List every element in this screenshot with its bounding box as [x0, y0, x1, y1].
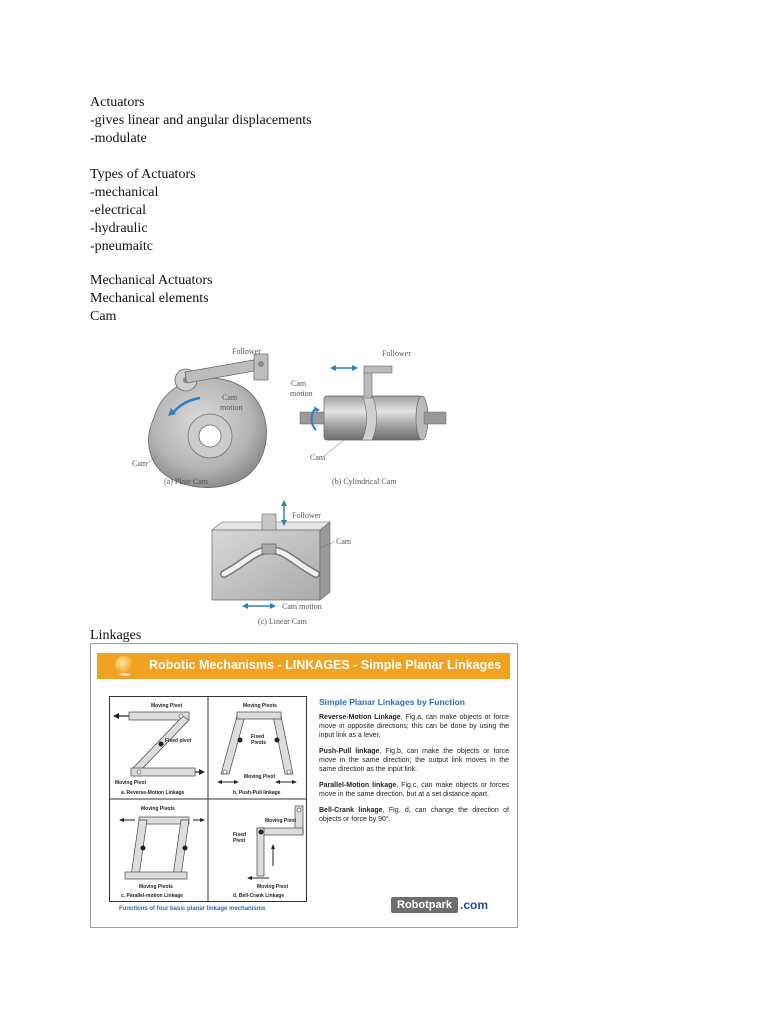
cam-diagram — [124, 338, 454, 630]
mechanical-section — [90, 272, 212, 326]
caption-plate-cam: (a) Plate Cam — [164, 477, 208, 486]
label-moving-pivot: Moving Pivot — [244, 774, 276, 780]
label-moving-pivots: Moving Pivots — [243, 703, 277, 709]
label-moving-pivots: Moving Pivots — [141, 806, 175, 812]
types-line: -mechanical — [90, 185, 159, 200]
label-moving-pivot: Moving Pivot — [115, 780, 147, 786]
label-pivots: Pivots — [251, 740, 267, 746]
label-cam-motion-b-1: Cam — [291, 379, 307, 388]
orb-shadow — [119, 673, 131, 676]
linkage-name: Bell-Crank linkage — [319, 807, 383, 814]
linkage-item — [319, 806, 509, 824]
label-cam-c: Cam — [336, 537, 352, 546]
logo-main: Robotpark — [391, 897, 458, 913]
caption-b: b. Push-Pull linkage — [233, 790, 281, 796]
linkage-diagrams — [109, 696, 307, 902]
cam-figure — [124, 338, 454, 630]
types-line: -pneumaitc — [90, 239, 153, 254]
label-pivot: Pivot — [233, 838, 246, 844]
actuators-title: Actuators — [90, 95, 145, 110]
label-fixed: Fixed — [233, 832, 247, 838]
cylindrical-cam — [290, 349, 446, 486]
linkage-text: , Fig. d, can change the direction of objects or force by 90°. — [319, 807, 509, 823]
linkage-name: Reverse-Motion Linkage — [319, 714, 401, 721]
linkage-item — [319, 747, 509, 774]
mechanical-line: Mechanical Actuators — [90, 273, 213, 288]
types-line: -hydraulic — [90, 221, 148, 236]
caption-linear-cam: (c) Linear Cam — [258, 617, 307, 626]
linkage-banner — [97, 653, 510, 679]
label-moving-pivot: Moving Pivot — [257, 884, 289, 890]
caption-a: a. Reverse-Motion Linkage — [121, 790, 185, 796]
label-follower-c: Follower — [292, 511, 321, 520]
label-follower-b: Follower — [382, 349, 411, 358]
label-moving-pivot: Moving Pivot — [151, 703, 183, 709]
types-section — [90, 166, 196, 256]
label-cam-motion-c: Cam motion — [282, 602, 322, 611]
label-cam-motion-b-2: motion — [290, 389, 313, 398]
types-line: -electrical — [90, 203, 146, 218]
types-title: Types of Actuators — [90, 167, 196, 182]
linkage-heading: Simple Planar Linkages by Function — [319, 697, 465, 707]
linkage-panel — [90, 643, 518, 928]
mechanical-line: Cam — [90, 309, 117, 324]
actuators-line: -gives linear and angular displacements — [90, 113, 312, 128]
linkage-name: Parallel-Motion linkage — [319, 782, 397, 789]
label-moving-pivot: Moving Pivot — [265, 818, 297, 824]
logo-suffix: .com — [460, 898, 489, 912]
label-follower-a: Follower — [232, 347, 261, 356]
linkage-text: , Fig.c, can make objects or forces move in the same direction, but at a set distance apart. — [319, 782, 509, 798]
caption-d: d. Bell-Crank Linkage — [233, 893, 285, 899]
orb-icon — [115, 656, 133, 674]
grid-caption: Functions of four basic planar linkage mechanisms — [119, 906, 266, 912]
linear-cam — [212, 500, 352, 626]
label-cam-b: Cam — [310, 453, 326, 462]
linkage-item — [319, 781, 509, 799]
plate-cam — [132, 347, 268, 488]
robotpark-logo — [391, 896, 488, 914]
linkage-item — [319, 713, 509, 740]
linkage-description — [319, 698, 509, 831]
label-moving-pivots: Moving Pivots — [139, 884, 173, 890]
label-cam-motion-a-2: motion — [220, 403, 243, 412]
linkage-grid — [109, 696, 307, 902]
actuators-section — [90, 94, 312, 148]
actuators-line: -modulate — [90, 131, 147, 146]
label-fixed: Fixed — [251, 734, 265, 740]
linkage-text: , Fig.a, can make objects or force move in opposite directions; this can be done by using the input link as a lever. — [319, 714, 509, 739]
label-fixed-pivot: Fixed pivot — [165, 738, 192, 744]
linkages-heading: Linkages — [90, 628, 142, 643]
mechanical-line: Mechanical elements — [90, 291, 209, 306]
linkage-text: , Fig.b, can make the objects or force move in the same direction; the output link moves in the same direction as the input link. — [319, 748, 509, 773]
caption-cylindrical-cam: (b) Cylindrical Cam — [332, 477, 397, 486]
label-cam-motion-a-1: Cam — [222, 393, 238, 402]
linkage-name: Push-Pull linkage — [319, 748, 380, 755]
caption-c: c. Parallel-motion Linkage — [121, 893, 183, 899]
label-cam-a: Cam — [132, 459, 148, 468]
banner-title: Robotic Mechanisms - LINKAGES - Simple Planar Linkages — [149, 658, 502, 672]
